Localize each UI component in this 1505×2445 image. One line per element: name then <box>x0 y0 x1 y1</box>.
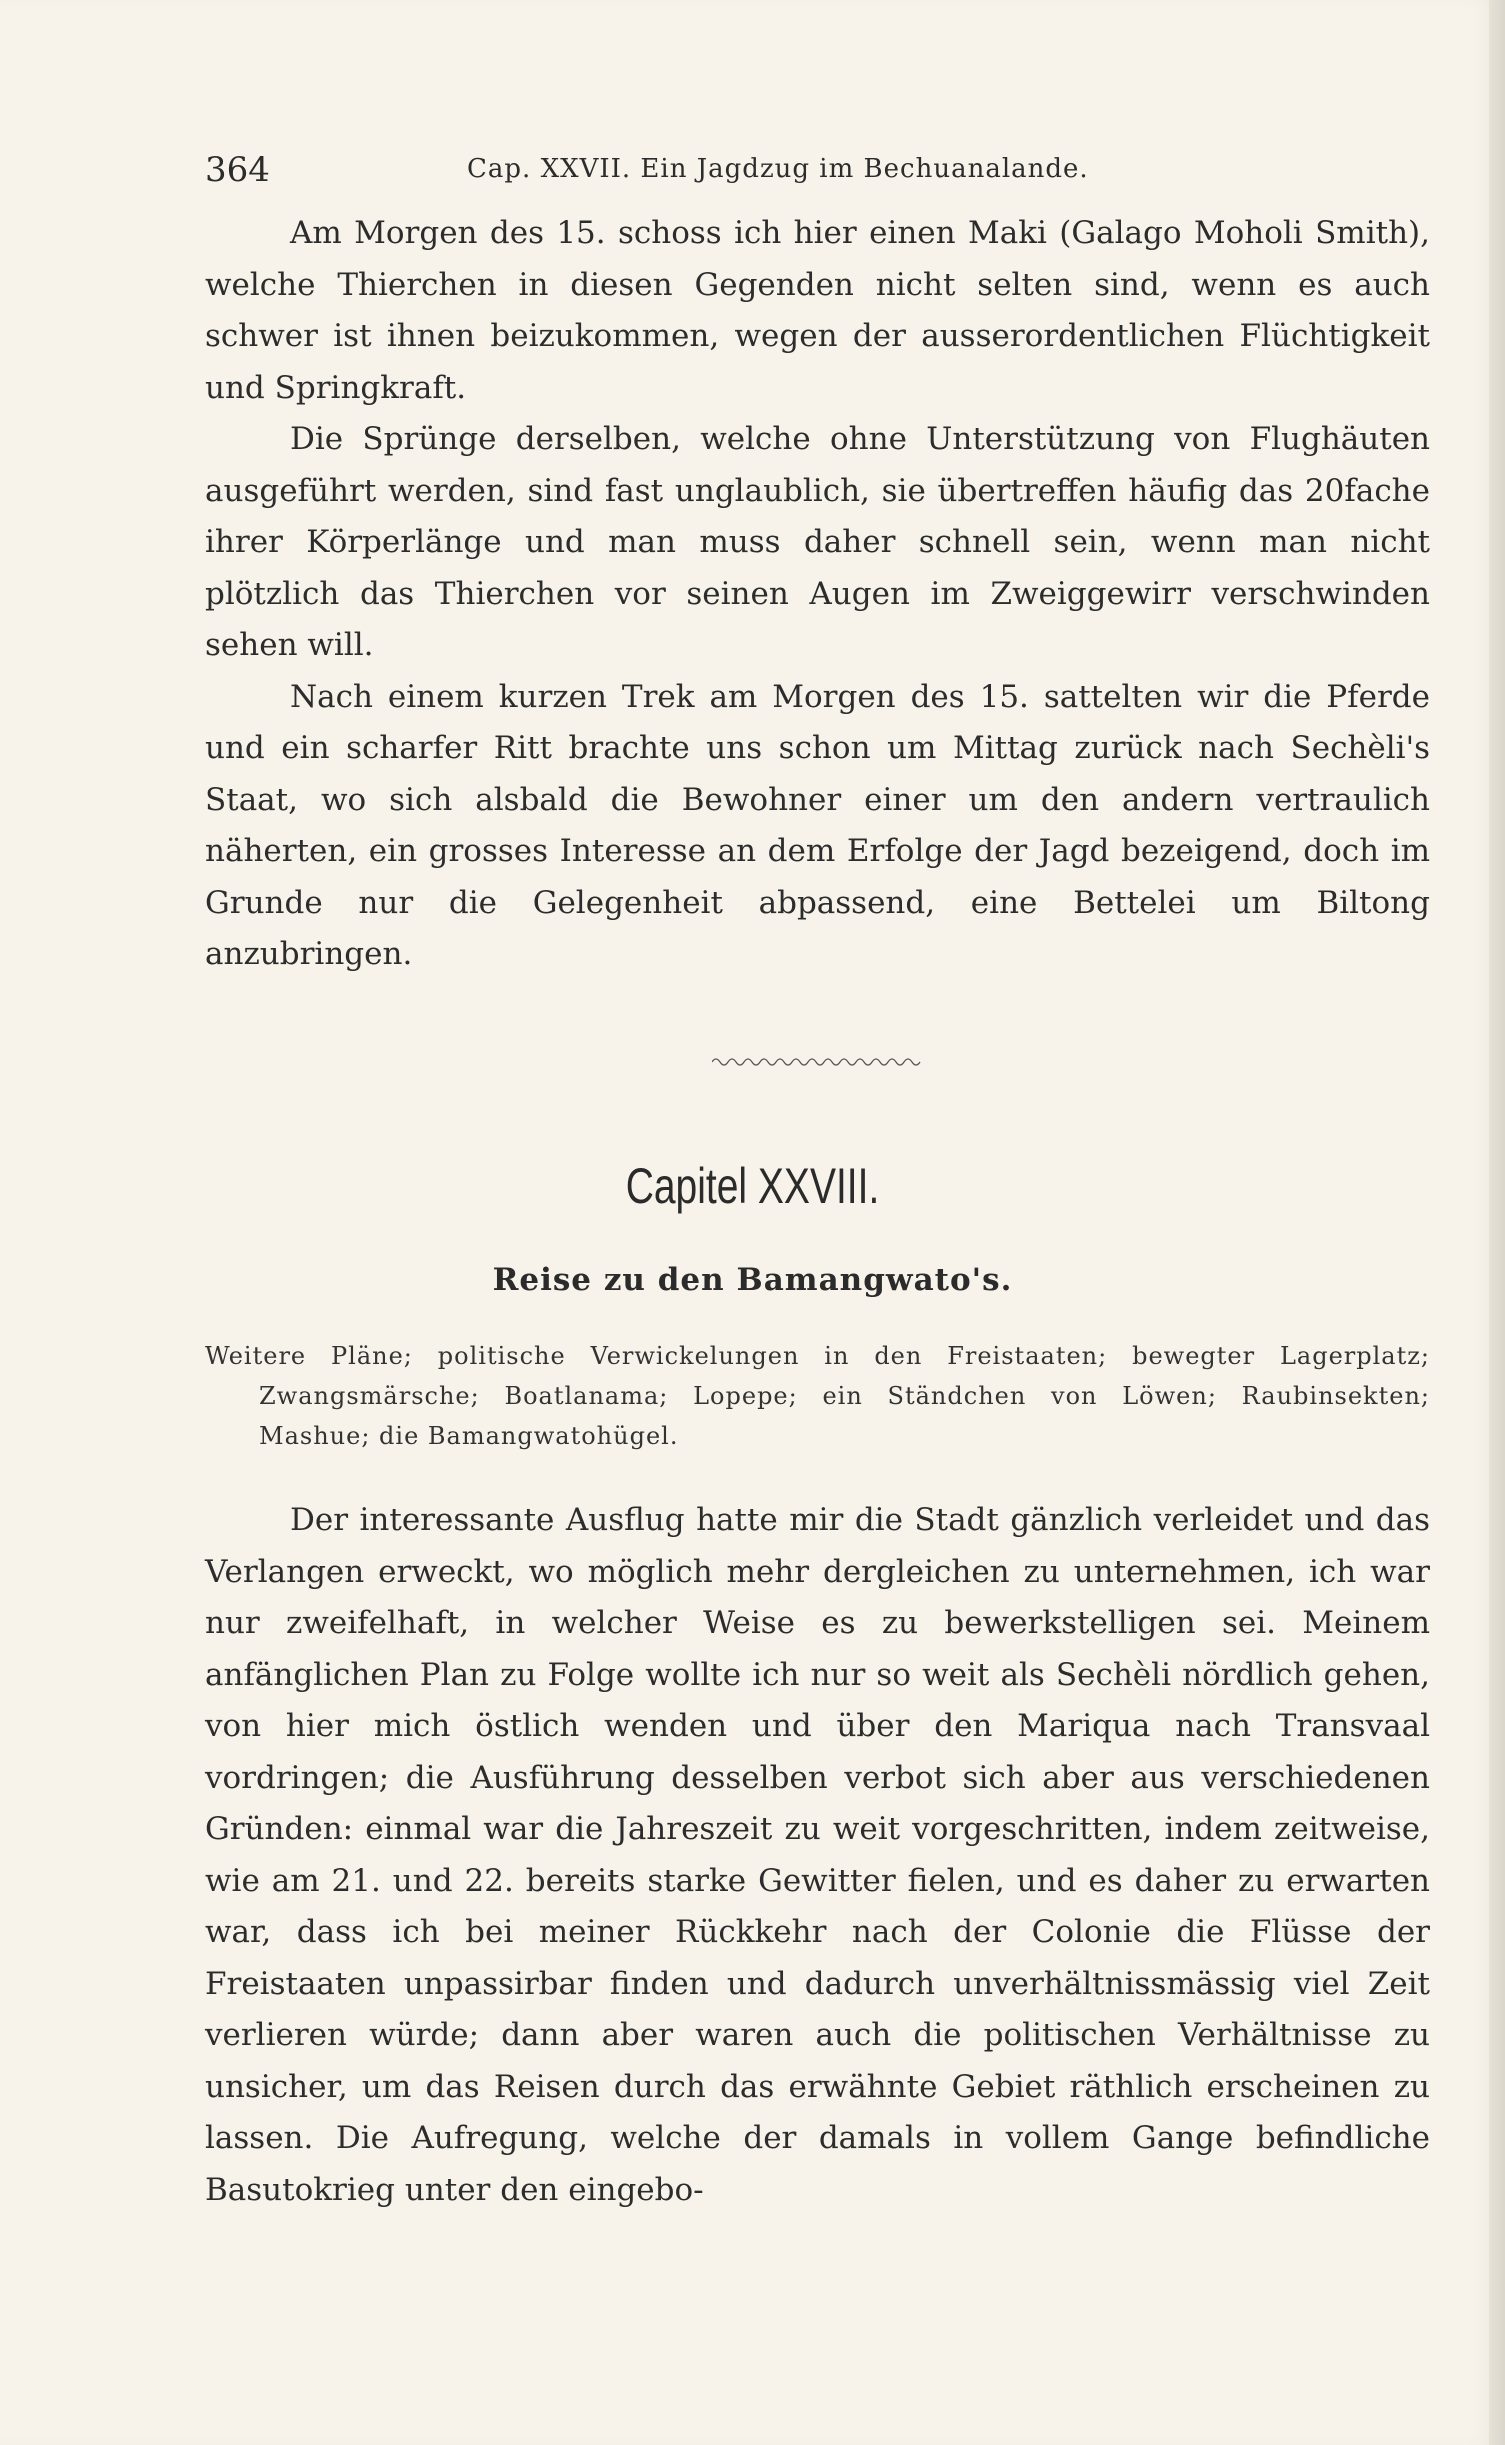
paragraph: Die Sprünge derselben, welche ohne Unterstützung von Flughäuten ausgeführt werden, sind fast unglaublich, sie übertreffen häufig das 20fache ihrer Körperlänge und man muss daher schnell sein, wenn man nicht plötzlich das Thierchen vor seinen Augen im Zweiggewirr verschwinden sehen will. <box>205 421 1430 663</box>
paragraph: Am Morgen des 15. schoss ich hier einen Maki (Galago Moholi Smith), welche Thierchen in diesen Gegenden nicht selten sind, wenn es auch schwer ist ihnen beizukommen, wegen der ausserordentlichen Flüchtigkeit und Springkraft. <box>205 215 1430 406</box>
chapter-summary: Weitere Pläne; politische Verwickelungen in den Freistaaten; bewegter Lagerplatz; Zwangsmärsche; Boatlanama; Lopepe; ein Ständchen von Löwen; Raubinsekten; Mashue; die Bamangwatohügel. <box>205 1342 1430 1450</box>
text-section-1 <box>205 208 1430 981</box>
page-edge-shadow <box>1489 0 1505 2445</box>
running-head: Cap. XXVII. Ein Jagdzug im Bechuanalande. <box>467 154 1089 184</box>
page-header <box>205 150 1430 200</box>
paragraph: Nach einem kurzen Trek am Morgen des 15. sattelten wir die Pferde und ein scharfer Ritt brachte uns schon um Mittag zurück nach Sechèli's Staat, wo sich alsbald die Bewohner einer um den andern vertraulich näherten, ein grosses Interesse an dem Erfolge der Jagd bezeigend, doch im Grunde nur die Gelegenheit abpassend, eine Bettelei um Biltong anzubringen. <box>205 678 1430 972</box>
page-number: 364 <box>205 150 270 190</box>
text-section-2 <box>205 1495 1430 2216</box>
chapter-subtitle: Reise zu den Bamangwato's. <box>492 1262 1013 1298</box>
chapter-title: Capitel XXVIII. <box>625 1158 880 1214</box>
paragraph: Der interessante Ausflug hatte mir die Stadt gänzlich verleidet und das Verlangen erweckt, wo möglich mehr dergleichen zu unternehmen, ich war nur zweifelhaft, in welcher Weise es zu bewerkstelligen sei. Meinem anfänglichen Plan zu Folge wollte ich nur so weit als Sechèli nördlich gehen, von hier mich östlich wenden und über den Mariqua nach Transvaal vordringen; die Ausführung desselben verbot sich aber aus verschiedenen Gründen: einmal war die Jahreszeit zu weit vorgeschritten, indem zeitweise, wie am 21. und 22. bereits starke Gewitter fielen, und es daher zu erwarten war, dass ich bei meiner Rückkehr nach der Colonie die Flüsse der Freistaaten unpassirbar finden und dadurch unverhältnissmässig viel Zeit verlieren würde; dann aber waren auch die politischen Verhältnisse zu unsicher, um das Reisen durch das erwähnte Gebiet räthlich erscheinen zu lassen. Die Aufregung, welche der damals in vollem Gange befindliche Basutokrieg unter den eingebo- <box>205 1502 1430 2208</box>
wavy-divider-ornament <box>712 1055 922 1069</box>
